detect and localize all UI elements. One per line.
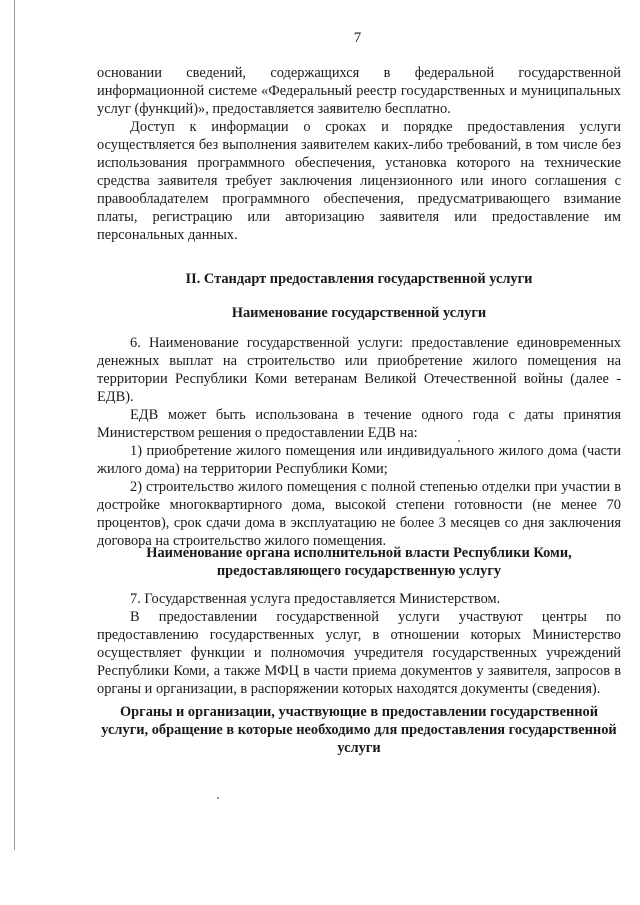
page-number: 7 [353,30,362,46]
subsection-organizations-title-line-3: услуги [337,740,381,756]
clause-6-paragraph: 6. Наименование государственной услуги: предоставление единовременных денежных выплат на строительство или приобретение жилого помещения на территории Республики Коми ветеранам Великой Отечественной войны (далее - ЕДВ). [97,335,621,405]
list-item-1: 1) приобретение жилого помещения или индивидуального жилого дома (части жилого дома) на территории Республики Коми; [97,443,621,477]
scan-speck [458,440,460,442]
subsection-organizations-title-line-2: услуги, обращение в которые необходимо для предоставления государственной [101,722,617,738]
scan-edge-line [14,0,15,850]
subsection-service-name-title: Наименование государственной услуги [231,305,487,321]
intro-paragraph-access: Доступ к информации о сроках и порядке предоставления услуги осуществляется без выполнения заявителем каких-либо требований, в том числе без использования программного обеспечения, установка которого на технические средства заявителя требует заключения лицензионного или иного соглашения с правообладателем программного обеспечения, предусматривающего взимание платы, регистрацию или авторизацию заявителя или предоставление им персональных данных. [97,119,621,243]
intro-paragraph-continuation: основании сведений, содержащихся в федеральной государственной информационной системе «Федеральный реестр государственных и муниципальных услуг (функций)», предоставляется заявителю бесплатно. [97,65,621,117]
subsection-authority-title-line-1: Наименование органа исполнительной власти Республики Коми, [146,545,572,561]
participants-paragraph: В предоставлении государственной услуги участвуют центры по предоставлению государственных услуг, в отношении которых Министерство осуществляет функции и полномочия учредителя государственных учреждений Республики Коми, а также МФЦ в части приема документов у заявителя, запросов в органы и организации, в распоряжении которых находятся документы (сведения). [97,609,621,697]
service-name-block [97,334,621,550]
scan-speck [217,797,219,799]
clause-7-paragraph: 7. Государственная услуга предоставляется Министерством. [130,591,501,607]
edv-usage-paragraph: ЕДВ может быть использована в течение одного года с даты принятия Министерством решения о предоставлении ЕДВ на: [97,407,621,441]
intro-block [97,64,621,244]
section-title: II. Стандарт предоставления государственной услуги [185,271,533,287]
subsection-organizations-title [97,703,621,757]
authority-block [97,590,621,698]
subsection-authority-title-line-2: предоставляющего государственную услугу [216,563,502,579]
subsection-organizations-title-line-1: Органы и организации, участвующие в предоставлении государственной [119,704,599,720]
list-item-2: 2) строительство жилого помещения с полной степенью отделки при участии в достройке многоквартирного дома, высокой степени готовности (не менее 70 процентов), срок сдачи дома в эксплуатацию не более 3 месяцев со дня заключения договора на строительство жилого помещения. [97,479,621,549]
subsection-authority-title [97,544,621,580]
